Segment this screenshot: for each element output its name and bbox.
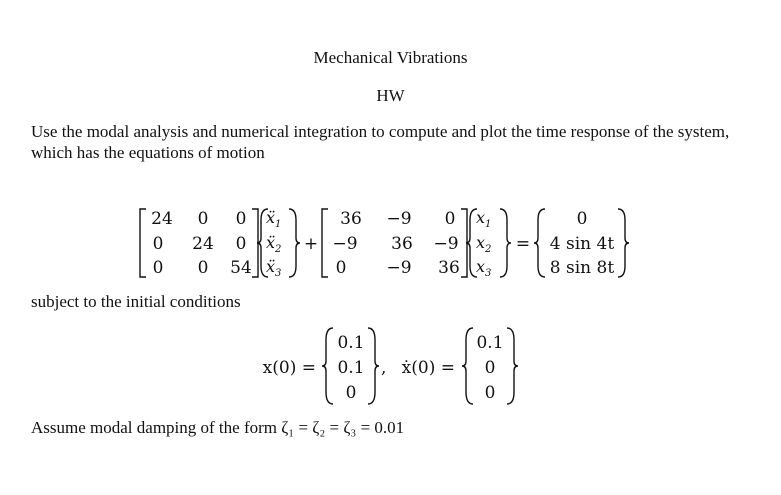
x0-label: x(0) = [262,358,316,378]
disp-variable: x [476,208,486,227]
ic-separator: , [381,358,387,378]
disp-variable: x [476,233,486,252]
subscript: 2 [485,244,492,255]
stiffness-entry: 36 [391,234,413,254]
disp-variable: x [476,257,486,276]
damping-statement [31,418,404,438]
force-vector-right-brace [618,209,629,277]
mass-entry: 0 [152,258,164,278]
document-subtitle: HW [376,86,405,105]
mass-entry: 0 [197,209,209,229]
stiffness-entry: 36 [340,209,362,229]
mass-matrix-left-bracket [140,209,146,277]
document-title: Mechanical Vibrations [313,48,468,67]
force-entry: 8 sin 8t [549,258,615,278]
problem-statement: Use the modal analysis and numerical integration to compute and plot the time response of the system, which has the equations of motion [31,122,730,162]
stiffness-matrix-left-bracket [322,209,328,277]
mass-entry: 0 [235,209,247,229]
mass-entry: 0 [235,234,247,254]
stiffness-entry: −9 [386,258,412,278]
subscript: 2 [275,244,282,255]
mass-entry: 0 [197,258,209,278]
x0-entry: 0.1 [337,358,365,378]
stiffness-entry: −9 [433,234,459,254]
xdot0-vector-right-brace [507,328,518,404]
stiffness-entry: 0 [335,258,347,278]
subscript: 1 [485,219,492,230]
stiffness-entry: 36 [438,258,460,278]
subscript: 3 [275,268,282,279]
xdot0-entry: 0 [484,383,496,403]
xdot0-vector-left-brace [462,328,473,404]
equals-sign: = [515,234,531,254]
xdot0-entry: 0 [484,358,496,378]
accel-variable: ẍ [266,257,276,276]
x0-vector-right-brace [368,328,379,404]
svg-text:ẍ2 [266,233,281,255]
x0-vector-left-brace [322,328,333,404]
subscript: 1 [275,219,282,230]
force-vector-left-brace [534,209,545,277]
xdot0-entry: 0.1 [476,333,504,353]
svg-text:x1 [476,208,491,230]
xdot0-label: ẋ(0) = [401,358,455,378]
initial-conditions-intro: subject to the initial conditions [31,292,241,311]
mass-entry: 0 [152,234,164,254]
mass-entry: 54 [230,258,252,278]
stiffness-entry: −9 [332,234,358,254]
disp-vector-right-brace [500,209,511,277]
subscript: 3 [485,268,492,279]
x0-entry: 0 [345,383,357,403]
svg-text:x3 [476,257,491,279]
force-entry: 0 [576,209,588,229]
accel-variable: ẍ [266,208,276,227]
stiffness-entry: −9 [386,209,412,229]
mass-entry: 24 [151,209,173,229]
svg-text:ẍ1 [266,208,281,230]
mass-entry: 24 [192,234,214,254]
svg-text:x2 [476,233,491,255]
accel-vector-right-brace [289,209,300,277]
x0-entry: 0.1 [337,333,365,353]
plus-sign: + [303,234,319,254]
force-entry: 4 sin 4t [549,234,615,254]
damping-intro: Assume modal damping of the form [31,418,277,437]
svg-text:ẍ3 [266,257,281,279]
accel-variable: ẍ [266,233,276,252]
damping-expression: ζ₁ = ζ₂ = ζ₃ = 0.01 [281,418,405,437]
stiffness-entry: 0 [444,209,456,229]
